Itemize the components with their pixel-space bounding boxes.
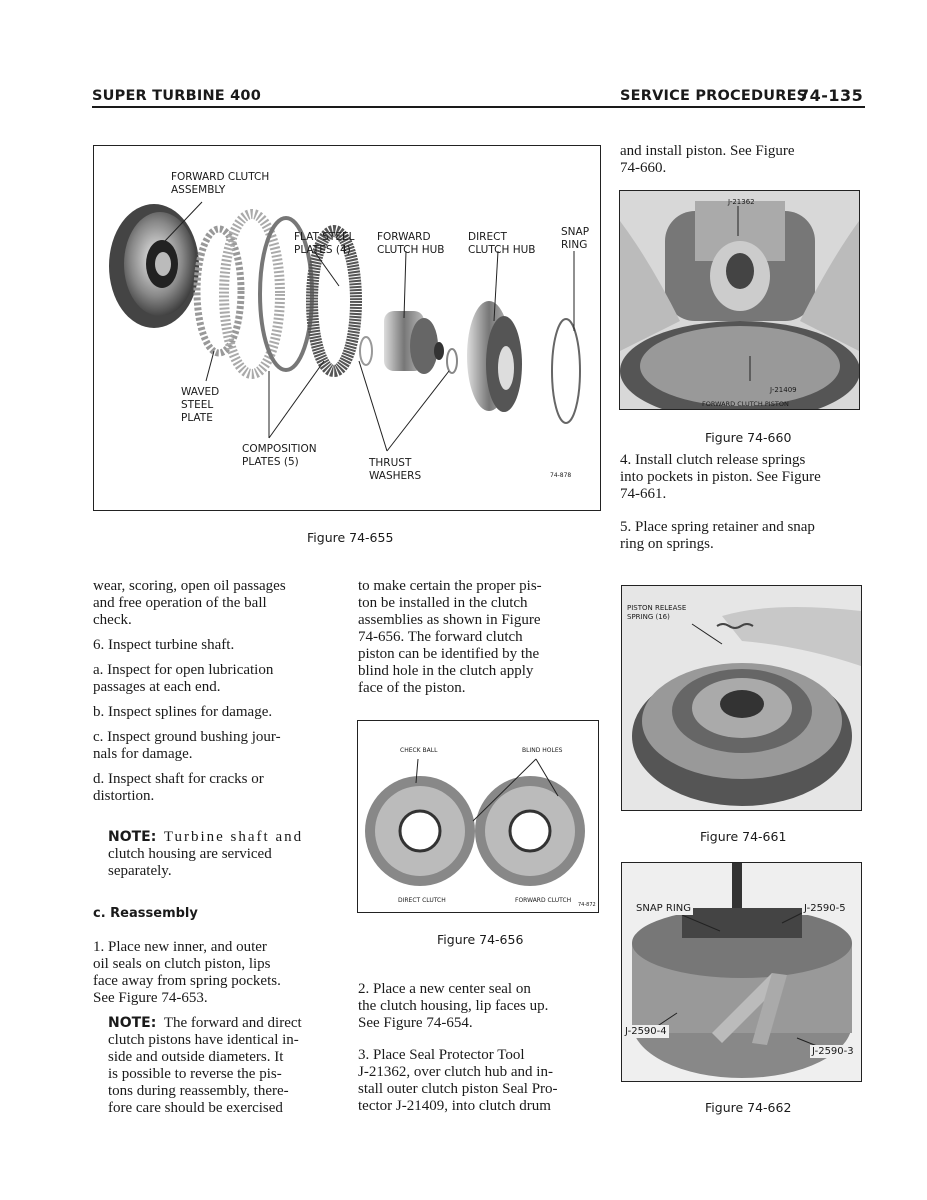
label-direct-clutch: DIRECT CLUTCH xyxy=(398,897,446,904)
label-forward-clutch-hub: FORWARD CLUTCH HUB xyxy=(377,231,445,256)
text-install-piston: and install piston. See Figure 74-660. xyxy=(620,143,795,176)
label-waved-steel-plate: WAVED STEEL PLATE xyxy=(181,386,220,424)
note-label: NOTE: xyxy=(108,1015,157,1031)
label-forward-clutch: FORWARD CLUTCH xyxy=(515,897,572,904)
caption-figure-74-656: Figure 74-656 xyxy=(437,932,524,947)
label-check-ball: CHECK BALL xyxy=(400,747,438,754)
column-2-text: to make certain the proper pis- ton be installed in the clutch assemblies as shown in Figure 74-656. The forward clutch piston can be identified by the blind hole in the clutch apply face of the piston. xyxy=(358,578,542,696)
step-1-place-seals: 1. Place new inner, and outer oil seals on clutch piston, lips face away from spring pockets. See Figure 74-653. xyxy=(93,939,281,1006)
note-turbine-shaft: NOTE: Turbine shaft and clutch housing are serviced separately. xyxy=(108,829,304,879)
step-2-center-seal: 2. Place a new center seal on the clutch housing, lip faces up. See Figure 74-654. xyxy=(358,981,549,1031)
clutch-exploded-illustration xyxy=(94,146,600,510)
figure-ref-number: 74-878 xyxy=(550,472,572,479)
label-direct-clutch-hub: DIRECT CLUTCH HUB xyxy=(468,231,536,256)
note-piston-diameters: NOTE: The forward and direct clutch pistons have identical in- side and outside diameters. It is possible to reverse the pis- tons during reassembly, there- fore care should be exercised xyxy=(108,1015,302,1116)
figure-74-655 xyxy=(93,145,601,511)
figure-74-661 xyxy=(621,585,862,811)
figure-74-662 xyxy=(621,862,862,1082)
label-composition-plates: COMPOSITION PLATES (5) xyxy=(242,443,317,468)
tool-label-j21409: J-21409 xyxy=(770,386,797,394)
label-forward-clutch-piston: FORWARD CLUTCH PISTON xyxy=(702,400,789,408)
subheading-reassembly: c. Reassembly xyxy=(93,906,198,921)
tool-label-j21362: J-21362 xyxy=(728,198,755,206)
label-blind-holes: BLIND HOLES xyxy=(522,747,563,754)
label-j2590-4: J-2590-4 xyxy=(625,1026,667,1037)
running-header-title: SUPER TURBINE 400 xyxy=(92,88,261,104)
label-thrust-washers: THRUST WASHERS xyxy=(369,457,422,482)
note-label: NOTE: xyxy=(108,829,157,845)
header-rule xyxy=(92,106,865,108)
label-snap-ring: SNAP RING xyxy=(561,226,590,251)
figure-ref-number: 74-872 xyxy=(578,902,596,908)
step-3-seal-protector: 3. Place Seal Protector Tool J-21362, over clutch hub and in- stall outer clutch piston Seal Pro- tector J-21409, into clutch drum xyxy=(358,1047,558,1114)
caption-figure-74-661: Figure 74-661 xyxy=(700,829,787,844)
column-1-text: wear, scoring, open oil passages and free operation of the ball check. 6. Inspect turbine shaft. a. Inspect for open lubrication passages at each end. b. Inspect splines for damage. c. Inspect ground bushing jour- nals for damage. d. Inspect shaft for cracks or distortion. xyxy=(93,578,286,804)
section-title: SERVICE PROCEDURES xyxy=(620,88,808,104)
caption-figure-74-662: Figure 74-662 xyxy=(705,1100,792,1115)
label-j2590-5: J-2590-5 xyxy=(804,903,846,914)
label-j2590-3: J-2590-3 xyxy=(812,1046,854,1057)
text-steps-4-5: 4. Install clutch release springs into pockets in piston. See Figure 74-661. 5. Place spring retainer and snap ring on springs. xyxy=(620,452,821,552)
label-forward-clutch-assembly: FORWARD CLUTCH ASSEMBLY xyxy=(171,171,270,196)
label-snap-ring: SNAP RING xyxy=(636,903,692,914)
page-number: 74-135 xyxy=(798,86,864,105)
figure-74-656 xyxy=(357,720,599,913)
caption-figure-74-655: Figure 74-655 xyxy=(307,530,394,545)
label-piston-release-spring: PISTON RELEASE SPRING (16) xyxy=(627,604,687,621)
piston-install-photo xyxy=(620,191,859,409)
label-flat-steel-plates: FLAT STEEL PLATES (4) xyxy=(294,231,355,256)
figure-74-660 xyxy=(619,190,860,410)
caption-figure-74-660: Figure 74-660 xyxy=(705,430,792,445)
